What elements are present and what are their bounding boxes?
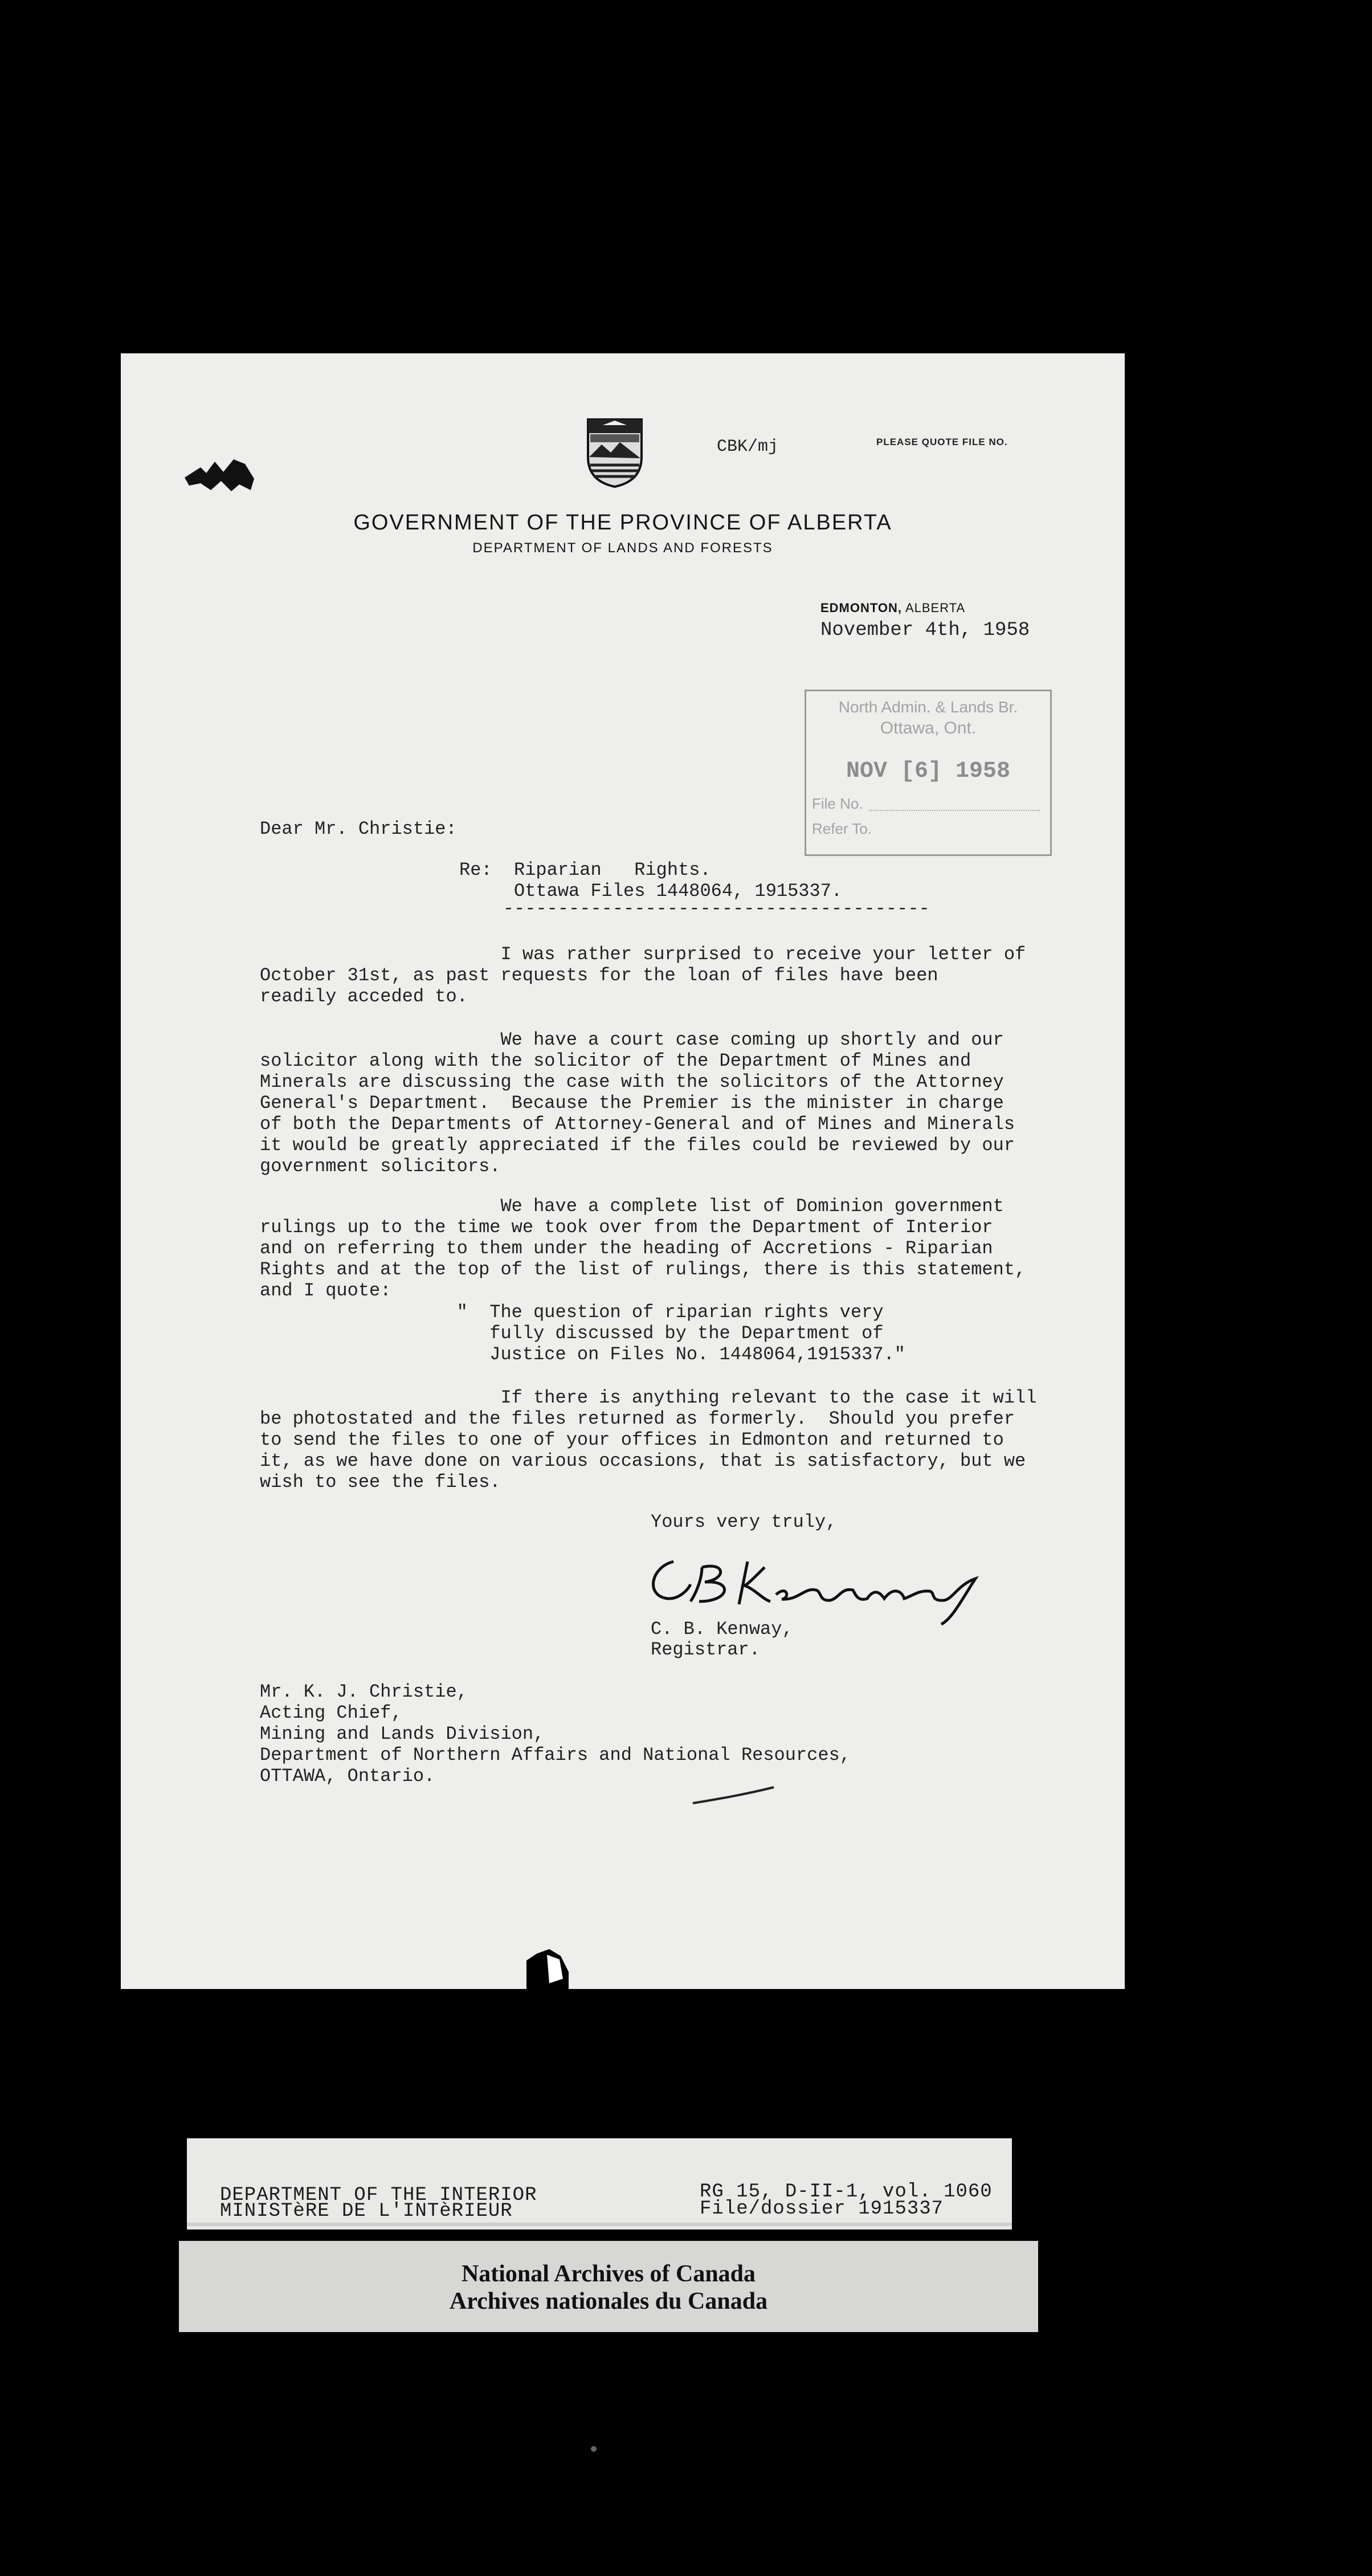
dust-speck — [591, 2446, 597, 2452]
pencil-mark — [691, 1784, 776, 1807]
city-name: EDMONTON, — [820, 601, 903, 615]
subject-files: Ottawa Files 1448064, 1915337. — [459, 881, 843, 902]
received-stamp — [805, 690, 1052, 856]
torn-edge-mark — [526, 1949, 569, 1989]
stamp-branch: North Admin. & Lands Br. — [838, 698, 1018, 716]
torn-hole-mark — [183, 456, 258, 495]
alberta-crest-icon — [586, 417, 644, 489]
label-record-group: RG 15, D-II-1, vol. 1060 — [700, 2181, 993, 2203]
archives-fr: Archives nationales du Canada — [449, 2288, 768, 2314]
paragraph-5: If there is anything relevant to the case it will be photostated and the files returned as formerly. Should you prefer to send the files to one of your offices in Edmonton and returned to it, as we have done on various occasions, that is satisfactory, but we wish to see the files. — [260, 1387, 1037, 1493]
label-file: File/dossier 1915337 — [700, 2198, 944, 2220]
quote-file-label: PLEASE QUOTE FILE NO. — [876, 437, 1008, 447]
paragraph-2: We have a court case coming up shortly and our solicitor along with the solicitor of the Department of Mines and Minerals are discussing the case with the solicitors of the Attorney General's Department. Because the Premier is the minister in charge of both the Departments of Attorney-General and of Mines and Minerals it would be greatly appreciated if the files could be reviewed by our government solicitors. — [260, 1029, 1015, 1177]
letter-date: November 4th, 1958 — [820, 619, 1030, 641]
paragraph-3: We have a complete list of Dominion government rulings up to the time we took over from the Department of Interior and on referring to them under the heading of Accretions - Riparian Rights and at the top of the list of rulings, there is this statement, and I quote: — [260, 1196, 1026, 1301]
label-dept-en: DEPARTMENT OF THE INTERIOR — [220, 2184, 537, 2206]
government-title: GOVERNMENT OF THE PROVINCE OF ALBERTA — [353, 511, 892, 535]
salutation: Dear Mr. Christie: — [260, 818, 457, 839]
city-line — [820, 601, 965, 616]
closing: Yours very truly, — [651, 1511, 837, 1532]
archives-label — [179, 2241, 1038, 2332]
subject-underline: --------------------------------------- — [459, 898, 930, 919]
stamp-file-line — [869, 810, 1040, 811]
signer-name: C. B. Kenway, — [651, 1619, 793, 1640]
handwritten-signature — [634, 1544, 1010, 1630]
paragraph-1: I was rather surprised to receive your letter of October 31st, as past requests for the loan of files have been readily acceded to. — [260, 944, 1026, 1007]
subject-re: Re: Riparian Rights. — [459, 859, 711, 881]
signer-title: Registrar. — [651, 1639, 761, 1660]
recipient-department: Department of Northern Affairs and National Resources, — [260, 1744, 851, 1766]
province-name: ALBERTA — [905, 601, 966, 615]
stamp-city: Ottawa, Ont. — [880, 719, 977, 737]
recipient-position: Acting Chief, — [260, 1702, 402, 1723]
stamp-file-no: File No. — [812, 795, 863, 812]
department-name: DEPARTMENT OF LANDS AND FORESTS — [472, 540, 773, 556]
reference-initials: CBK/mj — [717, 437, 779, 456]
quoted-statement: " The question of riparian rights very fully discussed by the Department of Justice on Files No. 1448064,1915337." — [456, 1302, 905, 1365]
stamp-refer-to: Refer To. — [812, 820, 872, 837]
archive-reference-label — [187, 2138, 1012, 2229]
label-dept-fr: MINISTèRE DE L'INTèRIEUR — [220, 2200, 513, 2222]
recipient-division: Mining and Lands Division, — [260, 1723, 545, 1744]
label-bottom-edge — [187, 2223, 1012, 2226]
recipient-city: OTTAWA, Ontario. — [260, 1766, 435, 1787]
letter-page — [121, 353, 1125, 1989]
recipient-name: Mr. K. J. Christie, — [260, 1681, 468, 1702]
stamp-date: NOV [6] 1958 — [846, 759, 1011, 784]
archives-en: National Archives of Canada — [461, 2261, 756, 2287]
